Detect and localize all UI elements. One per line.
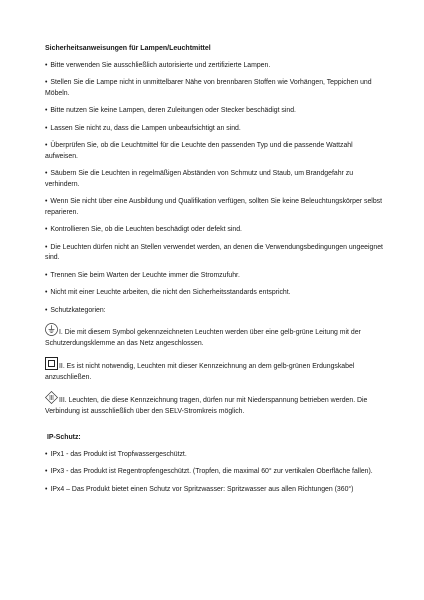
bullet-text: Säubern Sie die Leuchten in regelmäßigen Abständen von Schmutz und Staub, um Brandgefahr zu verhindern.: [45, 170, 354, 188]
bullet-text: Nicht mit einer Leuchte arbeiten, die nicht den Sicherheitsstandards entspricht.: [50, 289, 291, 296]
ip-item-text: IPx4 – Das Produkt bietet einen Schutz vor Spritzwasser: Spritzwasser aus allen Richtungen (360°): [50, 485, 354, 493]
bullet-text: Wenn Sie nicht über eine Ausbildung und Qualifikation verfügen, sollten Sie keine Beleuchtungskörper selbst reparieren.: [45, 198, 383, 216]
bullet-item: [45, 225, 385, 236]
ip-heading: IP-Schutz:: [47, 434, 81, 441]
bullet-item: [45, 288, 385, 299]
ip-item: [45, 467, 385, 478]
bullet-item: [45, 106, 385, 117]
bullet-item: [45, 169, 385, 190]
protection-class-1-text: I. Die mit diesem Symbol gekennzeichneten Leuchten werden über eine gelb-grüne Leitung mit der Schutzerdungsklemme an das Netz angeschlossen.: [45, 329, 361, 347]
bullet-text: Überprüfen Sie, ob die Leuchtmittel für die Leuchte den passenden Typ und die passende Wattzahl aufweisen.: [45, 142, 353, 160]
ip-item: [45, 450, 385, 461]
ip-item-text: IPx1 - das Produkt ist Tropfwassergeschützt.: [50, 450, 187, 458]
bullet-item: [45, 61, 385, 72]
bullet-item: [45, 271, 385, 282]
document-content: [45, 44, 385, 502]
bullet-item: [45, 78, 385, 99]
ip-item-text: IPx3 - das Produkt ist Regentropfengeschützt. (Tropfen, die maximal 60° zur vertikalen Oberfläche fallen).: [50, 468, 373, 475]
bullet-item: [45, 141, 385, 162]
bullet-item: [45, 306, 385, 317]
bullet-text: Schutzkategorien:: [50, 306, 106, 314]
document-title: Sicherheitsanweisungen für Lampen/Leuchtmittel: [45, 45, 211, 52]
bullet-text: Stellen Sie die Lampe nicht in unmittelbarer Nähe von brennbaren Stoffen wie Vorhängen, Teppichen und Möbeln.: [45, 79, 372, 97]
protective-earth-icon: [45, 323, 58, 336]
protection-class-3: [45, 391, 385, 417]
ip-item: [45, 485, 385, 496]
class-three-icon: [45, 391, 58, 404]
bullet-item: [45, 197, 385, 218]
bullet-text: Kontrollieren Sie, ob die Leuchten beschädigt oder defekt sind.: [50, 226, 242, 233]
bullet-item: [45, 243, 385, 264]
bullet-text: Bitte nutzen Sie keine Lampen, deren Zuleitungen oder Stecker beschädigt sind.: [50, 107, 296, 114]
bullet-text: Trennen Sie beim Warten der Leuchte immer die Stromzufuhr.: [50, 271, 240, 279]
protection-class-1: [45, 323, 385, 349]
double-insulation-icon: [45, 357, 58, 370]
bullet-text: Bitte verwenden Sie ausschließlich autorisierte und zertifizierte Lampen.: [50, 61, 271, 69]
protection-class-2-text: II. Es ist nicht notwendig, Leuchten mit dieser Kennzeichnung an dem gelb-grünen Erdungskabel anzuschließen.: [45, 363, 355, 381]
bullet-text: Die Leuchten dürfen nicht an Stellen verwendet werden, an denen die Verwendungsbedingungen ungeeignet sind.: [45, 243, 383, 261]
bullet-text: Lassen Sie nicht zu, dass die Lampen unbeaufsichtigt an sind.: [50, 124, 241, 132]
protection-class-2: [45, 357, 385, 383]
bullet-item: [45, 124, 385, 135]
protection-class-3-text: III. Leuchten, die diese Kennzeichnung tragen, dürfen nur mit Niederspannung betrieben werden. Die Verbindung ist ausschließlich über den SELV-Stromkreis möglich.: [45, 397, 368, 415]
